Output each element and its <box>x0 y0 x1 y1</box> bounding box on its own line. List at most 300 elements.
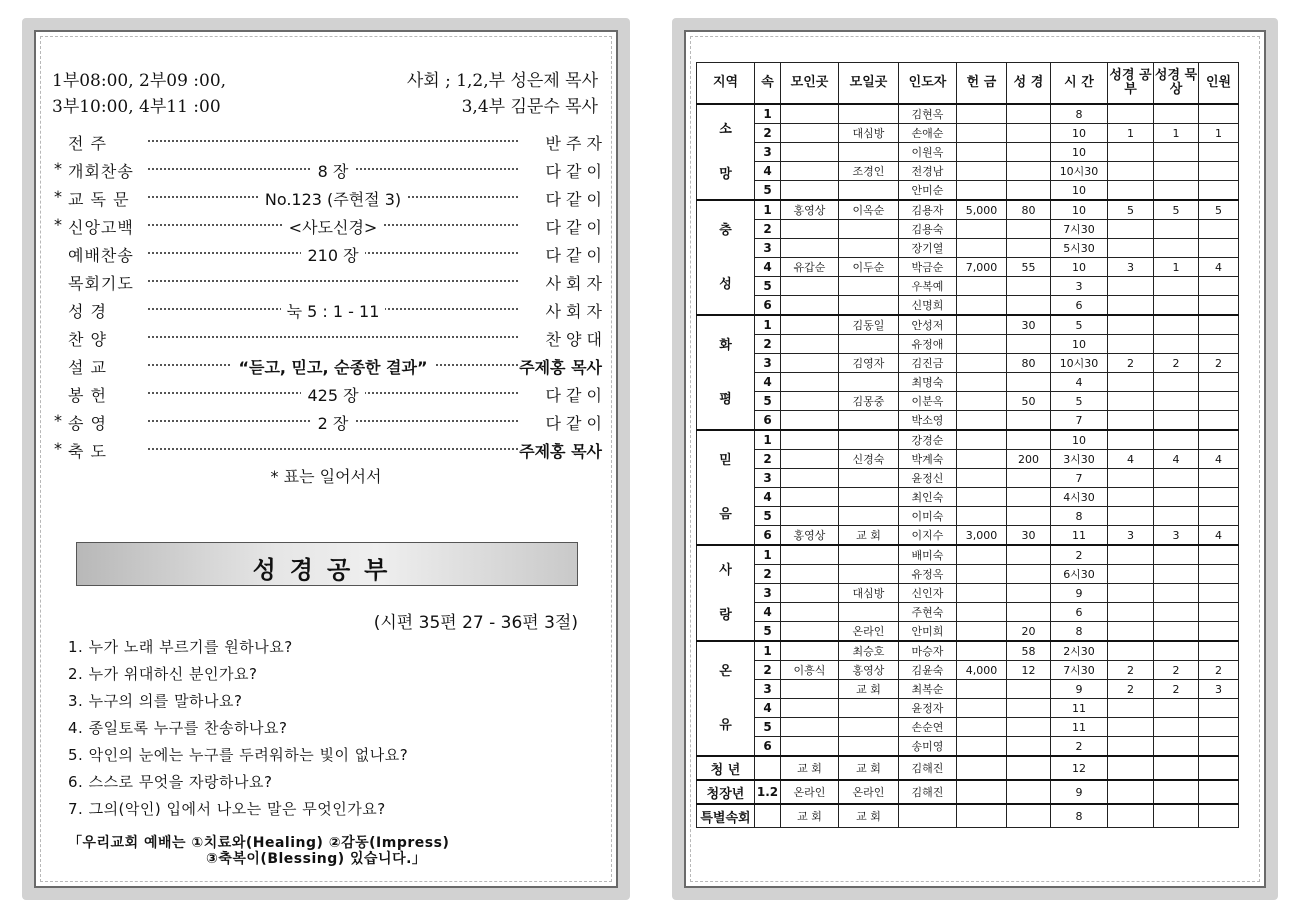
cell-count <box>1199 469 1239 488</box>
cell-bible-study <box>1108 296 1154 316</box>
cell-time: 6 <box>1051 296 1108 316</box>
cell-sok: 6 <box>755 526 781 546</box>
bible-study-banner <box>76 542 578 586</box>
cell-bible-study <box>1108 584 1154 603</box>
cell-next-place <box>839 545 899 565</box>
cell-bible-study <box>1108 411 1154 431</box>
cell-meditation <box>1154 507 1199 526</box>
cell-bible-study <box>1108 392 1154 411</box>
cell-meditation <box>1154 373 1199 392</box>
cell-time: 10 <box>1051 181 1108 201</box>
table-row <box>697 699 1239 718</box>
cell-meet-place <box>781 277 839 296</box>
cell-meditation <box>1154 162 1199 181</box>
cell-time: 11 <box>1051 718 1108 737</box>
cell-next-place <box>839 277 899 296</box>
cell-meditation: 3 <box>1154 526 1199 546</box>
order-leader: 반 주 자 <box>518 131 602 154</box>
table-body <box>697 104 1239 828</box>
cell-region: 청 년 <box>697 756 755 780</box>
cell-bible <box>1007 430 1051 450</box>
cell-bible-study <box>1108 545 1154 565</box>
order-item <box>54 212 602 238</box>
cell-count <box>1199 756 1239 780</box>
order-name: 신앙고백 <box>68 218 134 237</box>
host-line-1: 사회 ; 1,2,부 성은제 목사 <box>406 71 598 91</box>
cell-leader: 김해진 <box>899 756 957 780</box>
cell-sok: 3 <box>755 680 781 699</box>
cell-time: 7시30 <box>1051 220 1108 239</box>
cell-leader: 강경순 <box>899 430 957 450</box>
cell-offering <box>957 545 1007 565</box>
cell-next-place <box>839 488 899 507</box>
cell-sok: 1 <box>755 641 781 661</box>
cell-bible <box>1007 545 1051 565</box>
cell-next-place: 대심방 <box>839 584 899 603</box>
cell-leader: 이분옥 <box>899 392 957 411</box>
table-row <box>697 181 1239 201</box>
footer-line-1: 「우리교회 예배는 ①치료와(Healing) ②감동(Impress) <box>68 835 450 851</box>
table-row <box>697 315 1239 335</box>
cell-leader: 안미순 <box>899 181 957 201</box>
cell-meditation: 2 <box>1154 680 1199 699</box>
cell-bible: 50 <box>1007 392 1051 411</box>
table-row <box>697 737 1239 757</box>
cell-count <box>1199 315 1239 335</box>
cell-sok: 4 <box>755 162 781 181</box>
cell-sok: 5 <box>755 181 781 201</box>
cell-meet-place <box>781 430 839 450</box>
cell-meditation: 2 <box>1154 354 1199 373</box>
cell-sok: 1.2 <box>755 780 781 804</box>
cell-offering <box>957 756 1007 780</box>
service-time-line-2: 3부10:00, 4부11 :00 <box>52 97 221 117</box>
cell-time: 8 <box>1051 804 1108 828</box>
cell-bible-study <box>1108 239 1154 258</box>
region-cell: 충 성 <box>697 200 755 315</box>
cell-sok <box>755 804 781 828</box>
cell-offering <box>957 277 1007 296</box>
cell-meditation <box>1154 545 1199 565</box>
cell-bible-study <box>1108 162 1154 181</box>
order-item <box>54 408 602 434</box>
cell-count <box>1199 804 1239 828</box>
cell-count <box>1199 641 1239 661</box>
cell-time: 10시30 <box>1051 354 1108 373</box>
cell-time: 10 <box>1051 143 1108 162</box>
table-row <box>697 430 1239 450</box>
cell-leader: 박금순 <box>899 258 957 277</box>
cell-meditation: 2 <box>1154 661 1199 680</box>
cell-count <box>1199 277 1239 296</box>
cell-offering <box>957 680 1007 699</box>
order-detail <box>148 215 518 238</box>
order-leader: 다 같 이 <box>518 243 602 266</box>
cell-next-place <box>839 239 899 258</box>
cell-sok: 2 <box>755 565 781 584</box>
order-name: 성 경 <box>68 302 107 321</box>
table-row <box>697 804 1239 828</box>
cell-sok: 5 <box>755 277 781 296</box>
order-name: 예배찬송 <box>68 246 134 265</box>
cell-count <box>1199 143 1239 162</box>
order-leader: 다 같 이 <box>518 187 602 210</box>
cell-meet-place: 온라인 <box>781 780 839 804</box>
col-leader: 인도자 <box>899 63 957 105</box>
cell-bible <box>1007 162 1051 181</box>
cell-bible-study <box>1108 373 1154 392</box>
cell-next-place <box>839 507 899 526</box>
col-meet-place: 모인곳 <box>781 63 839 105</box>
table-row <box>697 469 1239 488</box>
cell-sok: 4 <box>755 603 781 622</box>
bulletin-left-page <box>34 30 618 888</box>
cell-sok: 3 <box>755 469 781 488</box>
cell-time: 10 <box>1051 258 1108 277</box>
table-row <box>697 277 1239 296</box>
order-item <box>54 156 602 182</box>
cell-time: 3 <box>1051 277 1108 296</box>
order-leader: 다 같 이 <box>518 215 602 238</box>
table-row <box>697 718 1239 737</box>
cell-meditation: 5 <box>1154 200 1199 220</box>
cell-time: 5 <box>1051 392 1108 411</box>
table-row <box>697 584 1239 603</box>
cell-bible: 30 <box>1007 526 1051 546</box>
cell-meditation <box>1154 737 1199 757</box>
cell-count <box>1199 507 1239 526</box>
cell-sok: 5 <box>755 622 781 642</box>
cell-bible: 20 <box>1007 622 1051 642</box>
footer-line-2: ③축복이(Blessing) 있습니다.」 <box>206 851 427 867</box>
table-row <box>697 780 1239 804</box>
cell-meet-place <box>781 565 839 584</box>
cell-count <box>1199 737 1239 757</box>
cell-count <box>1199 220 1239 239</box>
cell-bible-study <box>1108 780 1154 804</box>
cell-sok: 3 <box>755 584 781 603</box>
cell-leader: 이지수 <box>899 526 957 546</box>
cell-time: 9 <box>1051 584 1108 603</box>
cell-offering <box>957 296 1007 316</box>
table-row <box>697 680 1239 699</box>
question-item: 7. 그의(악인) 입에서 나오는 말은 무엇인가요? <box>68 800 386 818</box>
cell-leader: 김윤숙 <box>899 661 957 680</box>
cell-count <box>1199 584 1239 603</box>
cell-meet-place <box>781 488 839 507</box>
cell-next-place <box>839 603 899 622</box>
cell-bible <box>1007 277 1051 296</box>
cell-meet-place: 교 회 <box>781 804 839 828</box>
cell-sok: 3 <box>755 239 781 258</box>
table-header <box>697 63 1239 105</box>
order-detail <box>148 383 518 406</box>
cell-next-place <box>839 220 899 239</box>
cell-region: 특별속회 <box>697 804 755 828</box>
cell-sok: 3 <box>755 143 781 162</box>
cell-time: 10시30 <box>1051 162 1108 181</box>
cell-next-place <box>839 469 899 488</box>
cell-offering <box>957 780 1007 804</box>
cell-next-place: 온라인 <box>839 780 899 804</box>
cell-meditation: 1 <box>1154 258 1199 277</box>
cell-sok: 5 <box>755 392 781 411</box>
cell-bible: 30 <box>1007 315 1051 335</box>
cell-bible <box>1007 296 1051 316</box>
cell-meditation <box>1154 622 1199 642</box>
cell-bible-study <box>1108 507 1154 526</box>
cell-count <box>1199 373 1239 392</box>
cell-bible-study <box>1108 603 1154 622</box>
cell-bible-study <box>1108 622 1154 642</box>
order-detail <box>148 243 518 266</box>
cell-next-place: 교 회 <box>839 756 899 780</box>
order-name: 목회기도 <box>68 274 134 293</box>
cell-meditation <box>1154 143 1199 162</box>
question-item: 6. 스스로 무엇을 자랑하나요? <box>68 773 273 791</box>
cell-next-place <box>839 718 899 737</box>
order-item <box>54 268 602 294</box>
order-leader: 다 같 이 <box>518 159 602 182</box>
cell-bible-study <box>1108 181 1154 201</box>
cell-meet-place <box>781 124 839 143</box>
cell-next-place: 신경숙 <box>839 450 899 469</box>
cell-meet-place <box>781 162 839 181</box>
cell-bible-study <box>1108 804 1154 828</box>
cell-bible-study: 5 <box>1108 200 1154 220</box>
cell-bible-study <box>1108 737 1154 757</box>
cell-bible <box>1007 603 1051 622</box>
table-row <box>697 661 1239 680</box>
order-detail-text: <사도신경> <box>283 218 384 237</box>
order-name: 전 주 <box>68 134 107 153</box>
order-item <box>54 240 602 266</box>
cell-count: 4 <box>1199 526 1239 546</box>
order-item <box>54 380 602 406</box>
cell-bible-study <box>1108 104 1154 124</box>
cell-time: 8 <box>1051 622 1108 642</box>
cell-meet-place <box>781 737 839 757</box>
cell-meditation <box>1154 104 1199 124</box>
cell-bible: 55 <box>1007 258 1051 277</box>
col-count: 인원 <box>1199 63 1239 105</box>
cell-meet-place <box>781 584 839 603</box>
cell-bible: 200 <box>1007 450 1051 469</box>
cell-count: 4 <box>1199 450 1239 469</box>
cell-offering <box>957 411 1007 431</box>
cell-bible <box>1007 220 1051 239</box>
cell-time: 7 <box>1051 411 1108 431</box>
cell-leader: 안미희 <box>899 622 957 642</box>
cell-count <box>1199 296 1239 316</box>
cell-meet-place <box>781 507 839 526</box>
order-name: 봉 헌 <box>68 386 107 405</box>
cell-sok: 1 <box>755 200 781 220</box>
cell-meet-place <box>781 143 839 162</box>
cell-count <box>1199 603 1239 622</box>
order-item <box>54 352 602 378</box>
cell-meditation <box>1154 239 1199 258</box>
table-row <box>697 641 1239 661</box>
cell-time: 8 <box>1051 104 1108 124</box>
cell-bible-study <box>1108 641 1154 661</box>
cell-meet-place <box>781 680 839 699</box>
attendance-table <box>696 62 1239 828</box>
table-row <box>697 756 1239 780</box>
cell-next-place: 교 회 <box>839 680 899 699</box>
table-row <box>697 545 1239 565</box>
cell-count <box>1199 335 1239 354</box>
cell-offering <box>957 804 1007 828</box>
cell-leader: 우복예 <box>899 277 957 296</box>
cell-time: 4 <box>1051 373 1108 392</box>
table-row <box>697 565 1239 584</box>
cell-count: 5 <box>1199 200 1239 220</box>
cell-meet-place <box>781 373 839 392</box>
cell-count: 2 <box>1199 661 1239 680</box>
table-row <box>697 335 1239 354</box>
cell-leader: 송미영 <box>899 737 957 757</box>
cell-time: 2시30 <box>1051 641 1108 661</box>
cell-bible-study <box>1108 699 1154 718</box>
order-detail-text: 425 장 <box>301 386 364 405</box>
cell-leader: 박계숙 <box>899 450 957 469</box>
cell-bible-study <box>1108 220 1154 239</box>
cell-bible <box>1007 373 1051 392</box>
cell-next-place <box>839 143 899 162</box>
cell-leader: 김해진 <box>899 780 957 804</box>
cell-offering: 4,000 <box>957 661 1007 680</box>
cell-next-place <box>839 296 899 316</box>
cell-meditation <box>1154 584 1199 603</box>
order-leader: 주제홍 목사 <box>518 439 602 462</box>
cell-count <box>1199 104 1239 124</box>
cell-meet-place <box>781 335 839 354</box>
cell-offering <box>957 315 1007 335</box>
leader-dots <box>148 140 518 142</box>
cell-meditation <box>1154 277 1199 296</box>
cell-time: 5시30 <box>1051 239 1108 258</box>
question-item: 2. 누가 위대하신 분인가요? <box>68 665 258 683</box>
order-leader: 주제홍 목사 <box>518 355 602 378</box>
table-row <box>697 450 1239 469</box>
cell-next-place: 이옥순 <box>839 200 899 220</box>
cell-meditation <box>1154 296 1199 316</box>
cell-time: 6시30 <box>1051 565 1108 584</box>
cell-sok: 6 <box>755 411 781 431</box>
cell-leader: 유정애 <box>899 335 957 354</box>
cell-bible <box>1007 780 1051 804</box>
leader-dots <box>148 448 518 450</box>
table-row <box>697 143 1239 162</box>
cell-next-place: 김영자 <box>839 354 899 373</box>
region-cell: 온 유 <box>697 641 755 756</box>
order-name: 찬 양 <box>68 330 107 349</box>
cell-count <box>1199 239 1239 258</box>
cell-meet-place <box>781 315 839 335</box>
cell-leader: 신명희 <box>899 296 957 316</box>
cell-sok: 1 <box>755 545 781 565</box>
cell-leader: 마승자 <box>899 641 957 661</box>
cell-meet-place <box>781 220 839 239</box>
table-row <box>697 258 1239 277</box>
cell-time: 10 <box>1051 430 1108 450</box>
cell-meditation <box>1154 411 1199 431</box>
cell-offering <box>957 641 1007 661</box>
service-time-line-1: 1부08:00, 2부09 :00, <box>52 71 227 91</box>
cell-bible <box>1007 143 1051 162</box>
cell-bible: 12 <box>1007 661 1051 680</box>
cell-leader: 손순연 <box>899 718 957 737</box>
cell-leader: 최명숙 <box>899 373 957 392</box>
cell-next-place: 홍영상 <box>839 661 899 680</box>
cell-sok: 2 <box>755 124 781 143</box>
cell-meditation <box>1154 181 1199 201</box>
table-row <box>697 200 1239 220</box>
cell-offering <box>957 162 1007 181</box>
cell-bible <box>1007 737 1051 757</box>
cell-offering <box>957 584 1007 603</box>
cell-sok: 6 <box>755 296 781 316</box>
cell-sok: 3 <box>755 354 781 373</box>
cell-meditation <box>1154 392 1199 411</box>
leader-dots <box>148 280 518 282</box>
question-item: 3. 누구의 의를 말하나요? <box>68 692 243 710</box>
cell-leader: 최인숙 <box>899 488 957 507</box>
cell-meet-place: 교 회 <box>781 756 839 780</box>
cell-leader: 배미숙 <box>899 545 957 565</box>
region-cell: 소 망 <box>697 104 755 200</box>
cell-sok: 2 <box>755 450 781 469</box>
table-row <box>697 104 1239 124</box>
cell-meet-place: 홍영상 <box>781 526 839 546</box>
cell-sok: 5 <box>755 718 781 737</box>
order-detail-text: 8 장 <box>312 162 355 181</box>
cell-bible <box>1007 104 1051 124</box>
cell-bible <box>1007 756 1051 780</box>
order-item <box>54 128 602 154</box>
cell-bible-study <box>1108 488 1154 507</box>
cell-offering <box>957 699 1007 718</box>
cell-leader: 손애순 <box>899 124 957 143</box>
cell-meet-place <box>781 296 839 316</box>
table-row <box>697 296 1239 316</box>
cell-bible <box>1007 411 1051 431</box>
cell-sok: 1 <box>755 430 781 450</box>
cell-offering <box>957 335 1007 354</box>
order-item <box>54 296 602 322</box>
cell-meet-place: 이흥식 <box>781 661 839 680</box>
order-detail <box>148 355 518 378</box>
cell-offering <box>957 469 1007 488</box>
cell-sok: 2 <box>755 335 781 354</box>
cell-count: 2 <box>1199 354 1239 373</box>
cell-leader: 김용자 <box>899 200 957 220</box>
cell-meet-place <box>781 392 839 411</box>
cell-meditation <box>1154 756 1199 780</box>
order-name: 송 영 <box>68 414 107 433</box>
cell-meet-place <box>781 239 839 258</box>
cell-count: 3 <box>1199 680 1239 699</box>
cell-time: 6 <box>1051 603 1108 622</box>
cell-bible <box>1007 699 1051 718</box>
cell-bible-study: 2 <box>1108 680 1154 699</box>
stand-mark: * <box>54 159 62 178</box>
cell-meet-place <box>781 469 839 488</box>
region-cell: 사 랑 <box>697 545 755 641</box>
stand-mark: * <box>54 215 62 234</box>
cell-next-place <box>839 565 899 584</box>
